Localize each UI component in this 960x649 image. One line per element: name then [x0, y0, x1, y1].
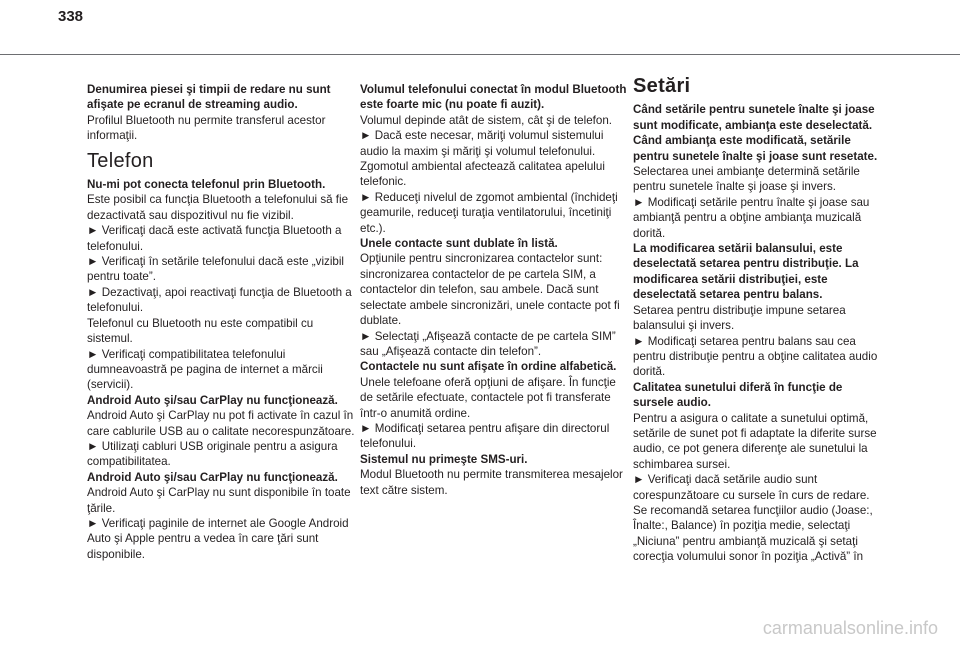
question-heading: Android Auto şi/sau CarPlay nu funcţionează.: [87, 393, 338, 407]
section-title-telefon: Telefon: [87, 149, 154, 172]
question-heading: Contactele nu sunt afişate în ordine alfabetică.: [360, 360, 617, 374]
answer-text: Unele telefoane oferă opţiuni de afişare. În funcţie de setările efectuate, contactele pot fi transferate într-o anumită ordine.: [360, 375, 616, 420]
question-heading: Nu-mi pot conecta telefonul prin Bluetooth.: [87, 178, 326, 192]
answer-text: Este posibil ca funcţia Bluetooth a telefonului să fie dezactivată sau dispozitivul nu fie vizibil.: [87, 193, 349, 222]
column-2: [360, 82, 630, 498]
instruction-step: ► Utilizaţi cabluri USB originale pentru a asigura compatibilitatea.: [87, 439, 338, 469]
question-heading: Unele contacte sunt dublate în listă.: [360, 237, 558, 251]
answer-text: Android Auto şi CarPlay nu sunt disponibile în toate ţările.: [87, 486, 351, 515]
question-heading: La modificarea setării balansului, este deselectată setarea pentru distribuţie. La modificarea setării distribuţiei, este deselectată setarea pentru balans.: [633, 242, 859, 302]
instruction-step: ► Verificaţi compatibilitatea telefonului dumneavoastră pe pagina de internet a mărcii (servicii).: [87, 347, 323, 392]
instruction-step: ► Selectaţi „Afişează contacte de pe cartela SIM” sau „Afişează contacte din telefon”.: [360, 329, 616, 358]
instruction-step: ► Dezactivaţi, apoi reactivaţi funcţia de Bluetooth a telefonului.: [87, 285, 352, 315]
question-heading: Android Auto şi/sau CarPlay nu funcţionează.: [87, 470, 338, 484]
answer-text: Setarea pentru distribuţie impune setarea balansului şi invers.: [633, 303, 846, 333]
column-3: [633, 75, 885, 565]
instruction-step: ► Verificaţi dacă setările audio sunt corespunzătoare cu sursele în curs de redare. Se recomandă setarea funcţiilor audio (Joase:, Înalte:, Balance) în poziţia medie, selectaţi „Niciuna” pentru ambianţă muzicală şi setaţi corecţia volumului sonor în poziţia „Activă” în: [633, 473, 873, 564]
section-title-setari: Setări: [633, 75, 691, 97]
question-heading: Sistemul nu primeşte SMS-uri.: [360, 452, 528, 466]
answer-text: Volumul depinde atât de sistem, cât şi de telefon.: [360, 113, 612, 127]
answer-text: Android Auto şi CarPlay nu pot fi activate în cazul în care cablurile USB au o calitate necorespunzătoare.: [87, 409, 355, 438]
watermark: carmanualsonline.info: [762, 618, 938, 638]
answer-text: Zgomotul ambiental afectează calitatea apelului telefonic.: [360, 160, 605, 189]
question-heading: Când setările pentru sunetele înalte şi joase sunt modificate, ambianţa este deselectată. Când ambianţa este modificată, setările pentru sunetele înalte şi joase sunt resetate.: [633, 103, 878, 163]
intro-heading: Denumirea piesei şi timpii de redare nu sunt afişate pe ecranul de streaming audio.: [87, 83, 331, 112]
answer-text: Modul Bluetooth nu permite transmiterea mesajelor text către sistem.: [360, 468, 623, 497]
question-heading: Volumul telefonului conectat în modul Bluetooth este foarte mic (nu poate fi auzit).: [360, 83, 627, 112]
instruction-step: ► Verificaţi paginile de internet ale Google Android Auto şi Apple pentru a vedea în care ţări sunt disponibile.: [87, 516, 349, 561]
instruction-step: ► Verificaţi în setările telefonului dacă este „vizibil pentru toate”.: [87, 255, 344, 284]
answer-text: Telefonul cu Bluetooth nu este compatibil cu sistemul.: [87, 316, 314, 346]
page-number: 338: [58, 8, 84, 25]
column-1: [87, 82, 357, 562]
intro-text: Profilul Bluetooth nu permite transferul acestor informaţii.: [87, 113, 326, 143]
answer-text: Pentru a asigura o calitate a sunetului optimă, setările de sunet pot fi adaptate la diferite surse audio, ce pot genera diferenţe ale sunetului la schimbarea sursei.: [633, 411, 877, 471]
answer-text: Selectarea unei ambianţe determină setările pentru sunetele înalte şi joase şi invers.: [633, 165, 860, 194]
answer-text: Opţiunile pentru sincronizarea contactelor sunt: sincronizarea contactelor de pe cartela SIM, a contactelor din telefon, sau ambele. Dacă sunt selectate ambele sincronizări, unele contacte pot fi dublate.: [360, 252, 620, 328]
instruction-step: ► Verificaţi dacă este activată funcţia Bluetooth a telefonului.: [87, 224, 342, 253]
header-divider: [0, 54, 960, 55]
instruction-step: ► Dacă este necesar, măriţi volumul sistemului audio la maxim şi măriţi şi volumul telefonului.: [360, 129, 604, 158]
instruction-step: ► Modificaţi setările pentru înalte şi joase sau ambianţă pentru a obţine ambianţa muzicală dorită.: [633, 195, 870, 240]
question-heading: Calitatea sunetului diferă în funcţie de sursele audio.: [633, 380, 843, 410]
instruction-step: ► Reduceţi nivelul de zgomot ambiental (închideţi geamurile, reduceţi turaţia ventilatorului, încetiniţi etc.).: [360, 190, 618, 235]
instruction-step: ► Modificaţi setarea pentru balans sau cea pentru distribuţie pentru a obţine calitatea audio dorită.: [633, 334, 878, 379]
instruction-step: ► Modificaţi setarea pentru afişare din directorul telefonului.: [360, 421, 610, 451]
